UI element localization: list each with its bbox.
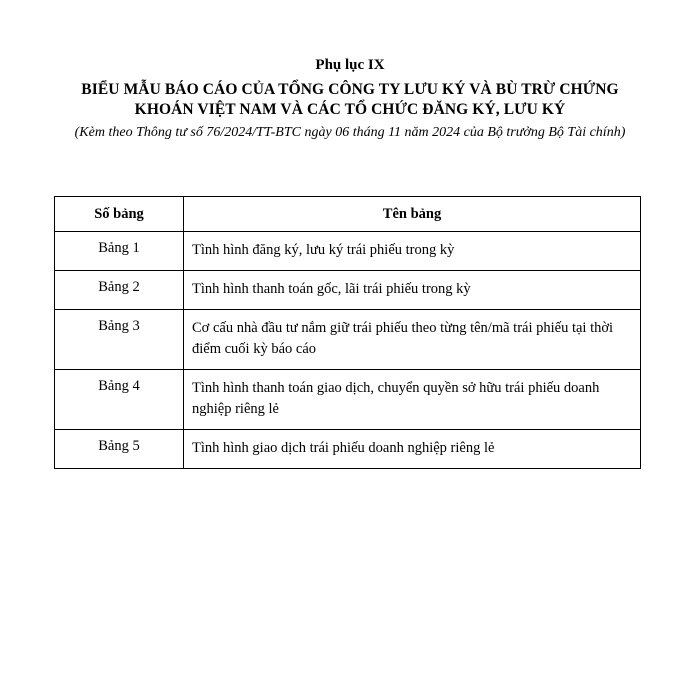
table-name-cell: Tình hình giao dịch trái phiếu doanh nghiệp riêng lẻ <box>184 430 641 469</box>
table-row <box>55 370 641 430</box>
table-row <box>55 310 641 370</box>
table-header-row <box>55 197 641 232</box>
document-subtitle: (Kèm theo Thông tư số 76/2024/TT-BTC ngày 06 tháng 11 năm 2024 của Bộ trưởng Bộ Tài chính) <box>74 125 626 140</box>
table-number-cell: Bảng 1 <box>55 232 184 271</box>
column-header-number: Số bảng <box>55 197 184 232</box>
table-number-cell: Bảng 3 <box>55 310 184 370</box>
table-name-cell: Cơ cấu nhà đầu tư nắm giữ trái phiếu theo từng tên/mã trái phiếu tại thời điểm cuối kỳ báo cáo <box>184 310 641 370</box>
column-header-name: Tên bảng <box>184 197 641 232</box>
document-title: BIỂU MẪU BÁO CÁO CỦA TỔNG CÔNG TY LƯU KÝ VÀ BÙ TRỪ CHỨNG KHOÁN VIỆT NAM VÀ CÁC TỔ CHỨC ĐĂNG KÝ, LƯU KÝ <box>81 81 619 118</box>
appendix-label: Phụ lục IX <box>315 57 385 73</box>
table-row <box>55 232 641 271</box>
table-number-cell: Bảng 4 <box>55 370 184 430</box>
table-name-cell: Tình hình thanh toán gốc, lãi trái phiếu trong kỳ <box>184 271 641 310</box>
table-name-cell: Tình hình thanh toán giao dịch, chuyển quyền sở hữu trái phiếu doanh nghiệp riêng lẻ <box>184 370 641 430</box>
table-name-cell: Tình hình đăng ký, lưu ký trái phiếu trong kỳ <box>184 232 641 271</box>
table-row <box>55 271 641 310</box>
table-number-cell: Bảng 5 <box>55 430 184 469</box>
report-table <box>54 196 641 469</box>
report-table-container <box>54 196 641 469</box>
table-number-cell: Bảng 2 <box>55 271 184 310</box>
document-header <box>60 56 640 142</box>
table-row <box>55 430 641 469</box>
